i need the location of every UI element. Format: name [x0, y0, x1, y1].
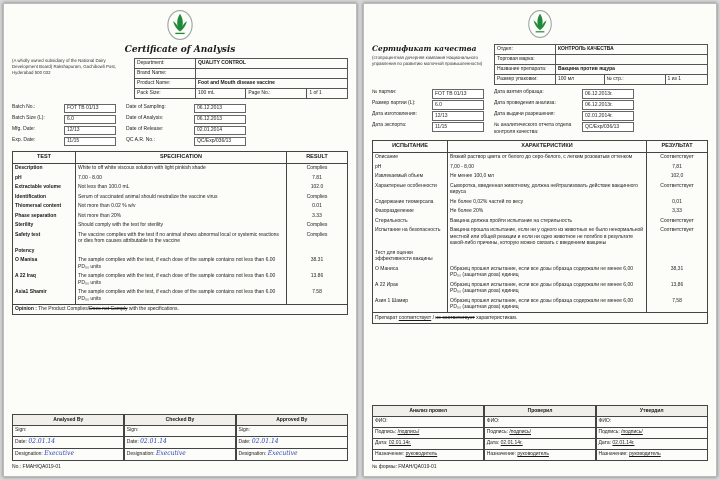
department-value: QUALITY CONTROL: [196, 59, 348, 69]
product-label: Product Name:: [135, 79, 196, 89]
date-row: [597, 439, 707, 450]
pack-size-value: 100 mL: [196, 89, 246, 99]
test-name: Identification: [13, 192, 76, 202]
col-test: TEST: [13, 151, 76, 163]
designation-row: [13, 449, 123, 460]
designation-label: Назначение:: [375, 451, 405, 457]
product-value: Foot and Mouth disease vaccine: [196, 79, 348, 89]
test-row: [373, 162, 708, 172]
test-row: [373, 280, 708, 296]
designation-row: [485, 450, 595, 460]
test-row: [373, 207, 708, 217]
test-specification: [448, 248, 647, 264]
page-no-value: 1 of 1: [307, 89, 348, 99]
test-name: pH: [373, 162, 448, 172]
batch-value: 6.0: [432, 100, 484, 110]
batch-label: Дата изготовления:: [372, 111, 417, 117]
company-tree-logo-icon: [527, 9, 553, 39]
company-tree-logo-icon: [166, 9, 194, 41]
date-row: [485, 439, 595, 450]
designation-row: [237, 449, 347, 460]
sign-row: [597, 428, 707, 439]
test-name: О Маниса: [373, 264, 448, 280]
batch-value: 11/15: [64, 137, 116, 147]
handwritten-designation: Executive: [155, 450, 186, 458]
test-result: 7,81: [647, 162, 708, 172]
test-specification: Вязкий раствор цвета от белого до серо-белого, с легким розоватым оттенком: [448, 152, 647, 162]
test-specification: The sample complies with the test, if each dose of the sample contains not less than 6.00 PD₅₀ units: [76, 288, 287, 305]
opinion-text-post: характеристикам.: [474, 314, 518, 321]
test-result: Complies: [287, 163, 348, 173]
batch-value: QC/Exp/036/13: [582, 122, 634, 132]
opinion-struck: не соответствует: [435, 314, 475, 321]
date-label: Дата:: [375, 440, 388, 446]
test-result: [287, 246, 348, 256]
date-value: 02.01.14г.: [500, 440, 523, 446]
test-specification: The sample complies with the test, if each dose of the sample contains not less than 6.00 PD₅₀ units: [76, 256, 287, 272]
page-no-value: 1 из 1: [665, 74, 707, 84]
sign-label: Sign:: [126, 427, 139, 434]
test-row: [13, 272, 348, 288]
signature-block: [372, 405, 708, 461]
batch-info-block: [12, 102, 348, 148]
date-row: [13, 437, 123, 449]
batch-label: Exp. Date:: [12, 136, 36, 143]
test-specification: 7.00 - 8.00: [76, 173, 287, 183]
form-number: № формы: FMAH/QA019-01: [372, 463, 437, 470]
handwritten-designation: Executive: [267, 450, 298, 458]
designation-row: [597, 450, 707, 460]
batch-row: [372, 100, 708, 110]
sign-row: [485, 428, 595, 439]
batch-value: 06.12.2013: [194, 115, 246, 125]
test-specification: Образец прошел испытание, если все дозы образца содержали не менее 6,00 PD₅₀ (защитная доза) единиц: [448, 296, 647, 313]
test-result: 38,31: [647, 264, 708, 280]
company-address: (A wholly owned subsidiary of the National Dairy Development Board) Rakshapuram, Gachibowli Post, Hyderabad 500 032: [12, 58, 116, 76]
test-row: [13, 202, 348, 212]
signature-role-title: Проверил: [485, 406, 595, 417]
test-name: Asia1 Shamir: [13, 288, 76, 305]
opinion-row: [373, 313, 708, 324]
batch-label: № аналитического отчета отдела контроля качества:: [494, 122, 572, 135]
department-label: Отдел:: [495, 44, 556, 54]
page-certificate-english: [3, 3, 357, 477]
batch-value: QC/Exp/036/13: [194, 137, 246, 147]
opinion-text-pre: The Product: [36, 306, 67, 313]
signature-column: [372, 405, 484, 461]
test-row: [373, 216, 708, 226]
batch-info-block: [372, 88, 708, 137]
handwritten-date: 02.01.14: [140, 438, 167, 446]
test-result: 13,86: [647, 280, 708, 296]
designation-row: [125, 449, 235, 460]
handwritten-designation: Executive: [44, 450, 74, 458]
test-name: Извлекаемый объем: [373, 172, 448, 182]
test-row: [373, 152, 708, 162]
sign-label: Sign:: [238, 427, 250, 434]
test-specification: Не более 0,02% частей по весу: [448, 197, 647, 207]
sign-value: /подпись/: [397, 429, 420, 435]
sign-label: Подпись:: [486, 429, 508, 435]
sign-row: [125, 426, 235, 437]
test-specification: Not more than 0.02 % w/v: [76, 202, 287, 212]
test-name: Содержание тиомерсала: [373, 197, 448, 207]
test-specification: Образец прошел испытание, если все дозы образца содержали не менее 6,00 PD₅₀ (защитная доза) единиц: [448, 264, 647, 280]
test-result: 7,58: [647, 296, 708, 313]
test-specification: Not less than 100.0 mL: [76, 183, 287, 193]
test-row: [13, 192, 348, 202]
sign-value: /подпись/: [621, 429, 643, 435]
brand-value: [556, 54, 708, 64]
test-row: [373, 226, 708, 249]
test-row: [13, 183, 348, 193]
fio-row: [485, 417, 595, 428]
batch-label: QC A.R. No.:: [126, 136, 155, 143]
col-result: RESULT: [287, 151, 348, 163]
batch-row: [12, 126, 348, 136]
opinion-separator: /: [431, 314, 436, 321]
date-row: [237, 437, 347, 449]
batch-label: Mfg. Date:: [12, 125, 36, 132]
batch-label: Размер партии (L):: [372, 100, 416, 106]
test-result: Соответствует: [647, 152, 708, 162]
test-row: [373, 248, 708, 264]
pack-size-label: Размер упаковки:: [495, 74, 556, 84]
sign-label: Подпись:: [598, 429, 620, 435]
batch-value: 06.12.2013: [194, 104, 246, 114]
designation-label: Designation:: [238, 451, 267, 458]
signature-column: [12, 414, 124, 460]
signature-role-title: Checked By: [125, 415, 235, 426]
batch-value: 6.0: [64, 115, 116, 125]
date-label: Date:: [238, 439, 251, 446]
signature-role-title: Analysed By: [13, 415, 123, 426]
opinion-text-post: with the specifications.: [127, 306, 179, 313]
test-specification: Should comply with the test for sterility: [76, 221, 287, 231]
info-row-department: [495, 44, 708, 54]
opinion-struck: Does not Comply: [89, 306, 128, 313]
test-specification: The vaccine complies with the test if no animal shows abnormal local or systemic reactions or dies from causes attributable to the vaccine: [76, 230, 287, 246]
date-row: [125, 437, 235, 449]
fio-label: ФИО:: [486, 418, 500, 424]
batch-label: Date of Release:: [126, 125, 164, 132]
test-table-header: [373, 140, 708, 152]
test-name: Description: [13, 163, 76, 173]
test-row: [13, 230, 348, 246]
sign-label: Sign:: [15, 427, 27, 434]
fio-row: [373, 417, 483, 428]
test-name: Sterility: [13, 221, 76, 231]
test-specification: Образец прошел испытание, если все дозы образца содержали не менее 6,00 PD₅₀ (защитная доза) единиц: [448, 280, 647, 296]
batch-value: 06.12.2013г.: [582, 100, 634, 110]
pack-size-value: 100 мл: [556, 74, 605, 84]
batch-value: FOT TB 01/13: [64, 104, 116, 114]
batch-row: [372, 89, 708, 99]
test-name: А 22 Ирак: [373, 280, 448, 296]
test-row: [13, 256, 348, 272]
department-label: Department:: [135, 59, 196, 69]
col-test: ИСПЫТАНИЕ: [373, 140, 448, 152]
signature-column: [124, 414, 236, 460]
batch-value: 06.12.2013г.: [582, 89, 634, 99]
sign-row: [373, 428, 483, 439]
test-row: [13, 246, 348, 256]
fio-label: ФИО:: [375, 418, 388, 424]
test-result: [647, 248, 708, 264]
col-specification: ХАРАКТЕРИСТИКИ: [448, 140, 647, 152]
page-header: [372, 9, 708, 42]
test-name: Описание: [373, 152, 448, 162]
test-result: 38.31: [287, 256, 348, 272]
test-name: Стерильность: [373, 216, 448, 226]
date-label: Date:: [126, 439, 139, 446]
company-subtitle: (стопроцентная дочерняя компания Национального управления по развитию молочной промышленности): [372, 55, 483, 67]
batch-row: [12, 137, 348, 147]
test-row: [373, 264, 708, 280]
header-info-row: [372, 44, 708, 85]
info-row-product: [135, 79, 348, 89]
batch-row: [372, 111, 708, 121]
date-label: Дата:: [486, 440, 500, 446]
signature-block: [12, 414, 348, 460]
test-name: Азия 1 Шамир: [373, 296, 448, 313]
batch-label: Batch Size (L):: [12, 114, 45, 121]
certificate-title: Certificate of Analysis: [124, 44, 236, 55]
info-row-pack: [495, 74, 708, 84]
signature-role-title: Approved By: [237, 415, 347, 426]
batch-label: Date of Analysis:: [126, 114, 164, 121]
signature-column: [236, 414, 348, 460]
brand-label: Brand Name:: [135, 69, 196, 79]
info-table: [134, 58, 348, 99]
info-row-product: [495, 64, 708, 74]
test-result: 7.58: [287, 288, 348, 305]
brand-value: [196, 69, 348, 79]
test-specification: White to off white viscous solution with light pinkish shade: [76, 163, 287, 173]
batch-row: [12, 104, 348, 114]
date-label: Дата:: [598, 440, 611, 446]
designation-row: [373, 450, 483, 460]
test-result: 0,01: [647, 197, 708, 207]
test-table-header: [13, 151, 348, 163]
test-specification: Serum of vaccinated animal should neutralize the vaccine virus: [76, 192, 287, 202]
batch-label: Дата взятия образца:: [494, 89, 544, 95]
batch-value: 12/13: [64, 126, 116, 136]
test-row: [13, 221, 348, 231]
page-no-label: № стр.:: [604, 74, 665, 84]
test-specification: Вакцина должна пройти испытание на стерильность: [448, 216, 647, 226]
department-value: КОНТРОЛЬ КАЧЕСТВА: [556, 44, 708, 54]
test-result: 13.86: [287, 272, 348, 288]
form-number: No.: FMAH/QA019-01: [12, 463, 61, 470]
sign-value: /подпись/: [509, 429, 532, 435]
batch-value: 11/15: [432, 122, 484, 132]
date-row: [373, 439, 483, 450]
batch-label: № партии:: [372, 89, 397, 95]
batch-value: 12/13: [432, 111, 484, 121]
date-value: 02.01.14г.: [612, 440, 635, 446]
test-result: Соответствует: [647, 226, 708, 249]
signature-column: [596, 405, 708, 461]
page-header: [12, 9, 348, 56]
test-specification: Не более 20%: [448, 207, 647, 217]
designation-label: Назначение:: [486, 451, 516, 457]
opinion-label: Opinion :: [15, 306, 37, 313]
test-specification: Сыворотка, введенная животному, должна нейтрализовать действие вакцинного вируса: [448, 181, 647, 197]
test-name: O Manisa: [13, 256, 76, 272]
test-name: Thiomersal content: [13, 202, 76, 212]
test-result: 102.0: [287, 183, 348, 193]
test-row: [13, 211, 348, 221]
date-label: Date:: [15, 439, 27, 446]
designation-value: руководитель: [405, 451, 438, 457]
batch-row: [12, 115, 348, 125]
test-result: 7.81: [287, 173, 348, 183]
test-name: Характерные особенности: [373, 181, 448, 197]
opinion-kept: соответствует: [398, 314, 432, 321]
test-name: Safety test: [13, 230, 76, 246]
designation-label: Designation:: [15, 451, 43, 458]
product-label: Название препарата:: [495, 64, 556, 74]
test-row: [13, 163, 348, 173]
test-result: Complies: [287, 192, 348, 202]
sign-label: Подпись:: [375, 429, 397, 435]
brand-label: Торговая марка:: [495, 54, 556, 64]
test-name: Тест для оценки эффективности вакцины: [373, 248, 448, 264]
product-value: Вакцина против ящура: [556, 64, 708, 74]
info-row-pack: [135, 89, 348, 99]
test-row: [13, 173, 348, 183]
test-specification: The sample complies with the test, if each dose of the sample contains not less than 6.00 PD₅₀ units: [76, 272, 287, 288]
test-result: 102,0: [647, 172, 708, 182]
test-result: Соответствует: [647, 216, 708, 226]
info-row-brand: [135, 69, 348, 79]
fio-label: ФИО:: [598, 418, 612, 424]
page-no-label: Page No.:: [246, 89, 307, 99]
batch-label: Date of Sampling:: [126, 103, 166, 110]
test-row: [373, 197, 708, 207]
certificate-title: Сертификат качества: [372, 43, 477, 53]
test-name: pH: [13, 173, 76, 183]
signature-role-title: Утвердил: [597, 406, 707, 417]
fio-row: [597, 417, 707, 428]
opinion-row: [13, 304, 348, 315]
signature-column: [484, 405, 596, 461]
test-row: [13, 288, 348, 305]
test-specification: 7,00 - 8,00: [448, 162, 647, 172]
info-row-department: [135, 59, 348, 69]
test-result: Соответствует: [647, 181, 708, 197]
designation-label: Назначение:: [598, 451, 628, 457]
col-specification: SPECIFICATION: [76, 151, 287, 163]
test-results-table: [372, 140, 708, 324]
batch-label: Дата выдачи разрешения:: [494, 111, 555, 117]
opinion-kept: Complies: [66, 306, 88, 313]
batch-value: FOT TB 01/13: [432, 89, 484, 99]
batch-label: Batch No.:: [12, 103, 36, 110]
col-result: РЕЗУЛЬТАТ: [647, 140, 708, 152]
test-specification: [76, 246, 287, 256]
test-name: Испытание на безопасность: [373, 226, 448, 249]
test-result: 3.33: [287, 211, 348, 221]
batch-label: Дата экспорта:: [372, 122, 407, 128]
batch-value: 02.01.2014г.: [582, 111, 634, 121]
opinion-text-pre: Препарат: [375, 314, 399, 321]
handwritten-date: 02.01.14: [28, 438, 56, 446]
test-result: 3,33: [647, 207, 708, 217]
sign-row: [237, 426, 347, 437]
designation-label: Designation:: [126, 451, 155, 458]
test-specification: Not more than 20%: [76, 211, 287, 221]
test-name: Potency: [13, 246, 76, 256]
test-result: Complies: [287, 230, 348, 246]
info-row-brand: [495, 54, 708, 64]
designation-value: руководитель: [629, 451, 661, 457]
date-value: 02.01.14г.: [388, 440, 411, 446]
test-row: [373, 172, 708, 182]
test-specification: Вакцина прошла испытание, если ни у одного из животных не было ненормальной местной или общей реакции и если ни одно животное не погибло в результате какой-либо причины, которую можно связать с введением вакцины: [448, 226, 647, 249]
batch-row: [372, 122, 708, 135]
pack-size-label: Pack Size:: [135, 89, 196, 99]
test-result: Complies: [287, 221, 348, 231]
test-name: Фазоразделение: [373, 207, 448, 217]
info-table: [494, 44, 708, 85]
signature-role-title: Анализ провел: [373, 406, 483, 417]
batch-value: 02.01.2014: [194, 126, 246, 136]
test-result: 0.01: [287, 202, 348, 212]
test-name: Phase separation: [13, 211, 76, 221]
batch-label: Дата проведения анализа:: [494, 100, 556, 106]
sign-row: [13, 426, 123, 437]
handwritten-date: 02.01.14: [251, 438, 279, 446]
test-specification: Не менее 100,0 мл: [448, 172, 647, 182]
test-name: A 22 Iraq: [13, 272, 76, 288]
test-row: [373, 181, 708, 197]
page-certificate-russian: [363, 3, 717, 477]
header-info-row: [12, 58, 348, 99]
designation-value: руководитель: [517, 451, 549, 457]
opinion-separator: /: [87, 306, 90, 313]
test-row: [373, 296, 708, 313]
test-name: Extractable volume: [13, 183, 76, 193]
test-results-table: [12, 151, 348, 316]
